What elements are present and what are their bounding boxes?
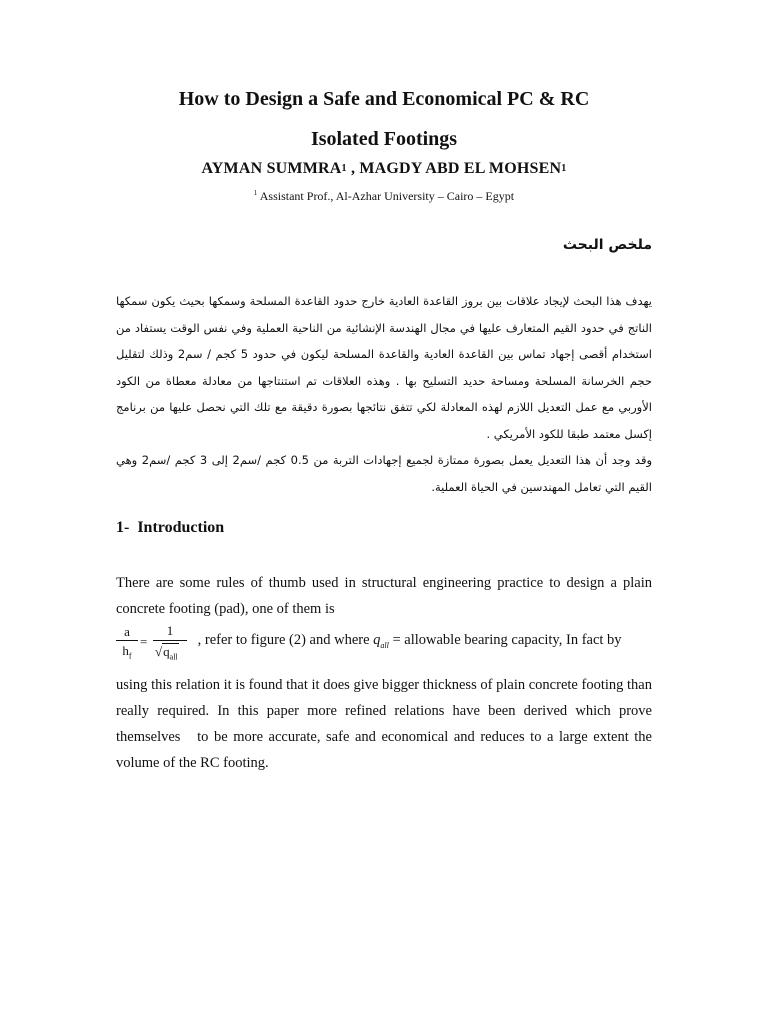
- square-root-symbol: $√q_{all}$: [155, 644, 178, 662]
- affiliation: [0, 189, 768, 204]
- author-name-1: AYMAN SUMMRA: [201, 160, 342, 177]
- formula-lhs-denominator-base: h: [122, 643, 129, 658]
- formula-lhs-numerator: a: [124, 624, 130, 639]
- formula-lhs-denominator-sub: f: [128, 651, 132, 661]
- author-separator: ,: [346, 160, 360, 177]
- formula-rhs-radicand-sub: all: [169, 652, 178, 662]
- formula-rhs-radicand: [162, 643, 179, 662]
- author-name-2: MAGDY ABD EL MOHSEN: [359, 160, 562, 177]
- formula-lhs-fraction: [116, 624, 138, 659]
- affiliation-text: Assistant Prof., Al-Azhar University – Cairo – Egypt: [257, 189, 515, 203]
- arabic-abstract-heading: ملخص البحث: [562, 237, 652, 253]
- section-heading-introduction: 1- Introduction: [116, 519, 225, 536]
- arabic-abstract-paragraph-1: يهدف هذا البحث لإيجاد علاقات بين بروز القاعدة العادية خارج حدود القاعدة المسلحة وسمكها بحيث يكون سمكها الناتج في حدود القيم المتعارف عليها في مجال الهندسة الإنشائية من الناحية العملية وفي نفس الوقت يستفاد من استخدام أقصى إجهاد تماس بين القاعدة العادية والقاعدة المسلحة ليكون في حدود 5 كجم / سم2 وذلك لتقليل حجم الخرسانة المسلحة ومساحة حديد التسليح بها . وهذه العلاقات تم استنتاجها من معادلة معطاة من الكود الأوربي مع عمل التعديل اللازم لهذه المعادلة لكي تتفق نتائجها بصورة دقيقة مع تلك التي نحصل عليها من برنامج إكسل معتمد طبقا للكود الأمريكي .: [116, 294, 652, 441]
- arabic-abstract: [116, 288, 652, 500]
- author-affiliation-mark-2: 1: [561, 163, 567, 174]
- paper-title-line-2: Isolated Footings: [310, 128, 458, 150]
- paper-title-line-1: How to Design a Safe and Economical PC & RC: [178, 88, 590, 110]
- formula-rhs-radicand-base: q: [163, 644, 170, 659]
- formula-rhs-numerator: 1: [166, 623, 174, 638]
- formula-text-after-symbol: = allowable bearing capacity, In fact by: [388, 632, 622, 648]
- intro-paragraph-2: using this relation it is found that it does give bigger thickness of plain concrete footing than really required. In this paper more refined relations have been derived which prove themselves to be more accurate, safe and economical and reduces to a large extent the volume of the RC footing.: [116, 677, 656, 771]
- formula-explanation: [194, 632, 622, 650]
- formula-equals: =: [140, 634, 148, 649]
- intro-paragraph-1: There are some rules of thumb used in structural engineering practice to design a plain concrete footing (pad), one of them is: [116, 575, 652, 617]
- formula-rhs-fraction: [153, 622, 187, 663]
- arabic-abstract-paragraph-2: وقد وجد أن هذا التعديل يعمل بصورة ممتازة لجميع إجهادات التربة من 0.5 كجم /سم2 إلى 3 كجم /سم2 وهي القيم التي تعامل المهندسين في الحياة العملية.: [116, 453, 653, 494]
- formula-rhs-denominator: [153, 641, 187, 663]
- formula-symbol-sub: all: [380, 640, 389, 650]
- formula-text-before-symbol: , refer to figure (2) and where: [194, 632, 374, 648]
- affiliation-mark: 1: [253, 189, 258, 197]
- author-affiliation-mark-1: 1: [341, 163, 347, 174]
- formula-lhs-denominator: [116, 641, 138, 659]
- formula-symbol-base: q: [373, 632, 381, 648]
- formula-symbol-q-all: [373, 632, 389, 648]
- author-list: [0, 160, 768, 178]
- rule-of-thumb-formula: [116, 622, 656, 670]
